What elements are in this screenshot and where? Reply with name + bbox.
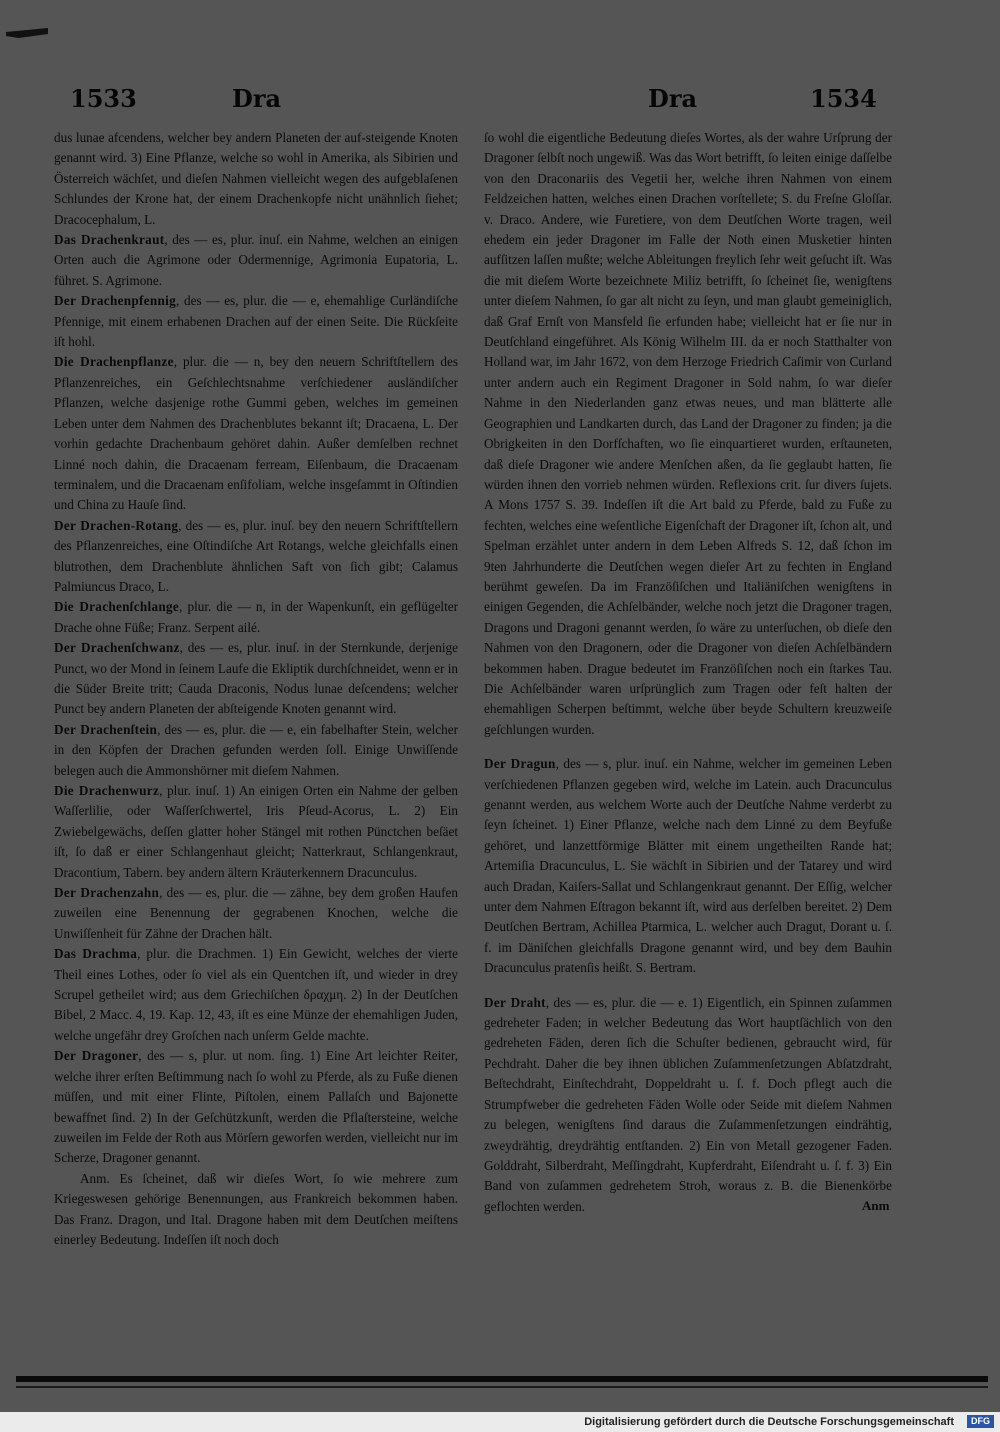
dictionary-entry: Die Drachenwurz, plur. inuſ. 1) An einigen Orten ein Nahme der gelben Waſſerlilie, oder Waſſerſchwertel, Iris Pſeud-Acorus, L. 2) Ein Zwiebelgewächs, deſſen glatter hoher Stängel mit rothen Pünctchen beſäet iſt, ſo daß er einer Schlangenhaut gleicht; Natterkraut, Schlangenkraut, Dracontium, Tabern. bey andern ältern Kräuterkennern Dracunculus. xyxy=(54,783,458,880)
bottom-rule-thin xyxy=(16,1386,988,1388)
page-number-right: 1534 xyxy=(810,84,877,113)
bottom-rule xyxy=(16,1376,988,1382)
dictionary-entry: dus lunae afcendens, welcher bey andern Planeten der auf-steigende Knoten genannt wird. 3) Eine Pflanze, welche so wohl in Amerika, als Sibirien und Österreich wächſet, und dieſen Nahmen vielleicht wegen des aufgeblaſenen Schlundes der Krone hat, der einem Drachenkopfe nicht unähnlich ſiehet; Dracocephalum, L. xyxy=(54,130,458,227)
dictionary-entry: ſo wohl die eigentliche Bedeutung dieſes Wortes, als der wahre Urſprung der Dragoner ſelbſt noch ungewiß. Was das Wort betrifft, ſo leiten einige daſſelbe von den Draconariis des Vegetii her, welche ihren Nahmen von einem Feldzeichen hatten, welches einen Drachen vorſtellete; S. du Freſne Gloſſar. v. Draco. Andere, wie Furetiere, von dem Deutſchen Worte tragen, weil ehedem ein jeder Dragoner im Falle der Noth einen Musketier hinten aufſitzen laſſen mußte; welche Ableitungen freylich ſehr weit geſucht iſt. Was die mit dieſem Worte bezeichnete Miliz betrifft, ſo ſcheinet ſie, wenigſtens unter dieſem Nahmen, ſo gar alt nicht zu ſeyn, und man glaubt gemeiniglich, daß Graf Ernſt von Mansfeld ſie erfunden habe; vielleicht hat er ſie nur in Deutſchland eingeführet. Als König Wilhelm III. da er noch Statthalter von Holland war, im Jahr 1672, von dem Herzoge Friedrich Caſimir von Curland unter andern auch ein Regiment Dragoner in Sold nahm, ſo war dieſer Nahme in den Niederlanden ganz etwas neues, und man blätterte alle Geographien und Landkarten durch, das Land der Dragoner zu finden; ja die Obrigkeiten in den Dorfſchaften, wo ſie einquartieret wurden, erſtauneten, daß dieſe Dragoner wie andere Menſchen aßen, da ſie geglaubt hatten, ſie würden ihnen den vorrieb nehmen würden. Reflexions crit. ſur divers ſujets. A Mons 1757 S. 39. Indeſſen iſt die Art bald zu Pferde, bald zu Fuße zu fechten, welches eine weſentliche Eigenſchaft der Dragoner iſt, ſchon alt, und Spelman erzählet unter andern in dem Leben Alfreds S. 12, daß ſchon im 9ten Jahrhunderte die Deutſchen wegen dieſer Art zu fechten in England berühmt geweſen. Da im Franzöſiſchen und Italiäniſchen wenigſtens in einigen Gegenden, die Achſelbänder, welche noch jetzt die Dragoner tragen, Dragons und Dragoni genannt werden, ſo wäre zu unterſuchen, ob dieſe den Nahmen von den Dragonern, oder die Dragoner von dieſen Achſelbändern bekommen haben. Drague bedeutet im Franzöſiſchen noch ein ſtarkes Tau. Die Achſelbänder waren urſprünglich zum Tragen oder feſt halten der ehemahligen Scherpen beſtimmt, welche über beyde Schultern kreuzweiſe geſchlungen wurden. xyxy=(484,130,892,737)
keyword-right: Dra xyxy=(648,84,698,113)
right-column xyxy=(484,128,892,1217)
dictionary-entry: Der Drachenpfennig, des — es, plur. die — e, ehemahlige Curländiſche Pfennige, mit einem erhabenen Drachen auf der einen Seite. Die Rückſeite iſt hohl. xyxy=(54,293,458,350)
left-column xyxy=(54,128,458,1250)
catchword: Anm xyxy=(862,1198,890,1213)
dictionary-entry: Die Drachenſchlange, plur. die — n, in der Wapenkunſt, ein geflügelter Drache ohne Füße; Franz. Serpent ailé. xyxy=(54,599,458,635)
dfg-logo-icon: DFG xyxy=(967,1415,994,1428)
dictionary-entry: Der Dragun, des — s, plur. inuſ. ein Nahme, welcher im gemeinen Leben verſchiedenen Pflanzen gegeben wird, welche im Latein. auch Dracunculus genannt werden, aus welchem Worte auch der Deutſche Nahme verderbt zu ſeyn ſcheinet. 1) Einer Pflanze, welche nach dem Linné zu dem Beyfuße gehöret, und lanzettförmige Blätter mit einem ungetheilten Rande hat; Artemiſia Dracunculus, L. Sie wächſt in Sibirien und der Tatarey und wird auch Dradan, Kaiſers-Sallat und Schlangenkraut genannt. Der Eſſig, welcher unter dem Nahmen Eſtragon bekannt iſt, wird aus derſelben bereitet. 2) Dem Deutſchen Bertram, Achillea Ptarmica, L. welcher auch Dragut, Dorant u. ſ. f. im Däniſchen gleichfalls Dragone genannt wird, und bey dem Bauhin Dracunculus pratenſis heißt. S. Bertram. xyxy=(484,756,892,976)
dictionary-entry: Das Drachenkraut, des — es, plur. inuſ. ein Nahme, welchen an einigen Orten auch die Agrimone oder Odermennige, Agrimonia Eupatoria, L. führet. S. Agrimone. xyxy=(54,232,459,288)
dictionary-entry: Das Drachma, plur. die Drachmen. 1) Ein Gewicht, welches der vierte Theil eines Lothes, oder ſo viel als ein Quentchen iſt, und wieder in drey Scrupel getheilet wird; aus dem Griechiſchen δραχμη. 2) In der Deutſchen Bibel, 2 Macc. 4, 19. Kap. 12, 43, iſt es eine Münze der ehemahligen Juden, welche ungefähr drey Groſchen nach unſerm Gelde machte. xyxy=(54,946,458,1043)
dictionary-entry: Der Dragoner, des — s, plur. ut nom. ſing. 1) Eine Art leichter Reiter, welche ihrer erſten Beſtimmung nach ſo wohl zu Pferde, als zu Fuße dienen müſſen, und mit einer Flinte, Piſtolen, einem Pallaſch und Bajonette bewaffnet ſind. 2) In der Geſchützkunſt, werden die Pflaſtersteine, welche zuweilen im Felde der Roth aus Mörſern geworfen werden, vielleicht nur im Scherze, Dragoner genannt. xyxy=(54,1048,458,1166)
digitization-footer xyxy=(0,1412,1000,1432)
keyword-left: Dra xyxy=(232,84,282,113)
page-number-left: 1533 xyxy=(70,84,137,113)
dictionary-entry: Der Drachenzahn, des — es, plur. die — zähne, bey dem großen Haufen zuweilen eine Benennung der gegrabenen Knochen, welche die Unwiſſenheit für Zähne der Drachen hält. xyxy=(54,885,458,941)
dictionary-entry: Die Drachenpflanze, plur. die — n, bey den neuern Schriftſtellern des Pflanzenreiches, ein Geſchlechtsnahme verſchiedener ausländiſcher Pflanzen, welche dasjenige rothe Gummi geben, welches im gemeinen Leben unter dem Nahmen des Drachenblutes bekannt iſt; Dracaena, L. Der vorhin gedachte Drachenbaum gehöret dahin. Außer demſelben rechnet Linné noch dahin, die Dracaenam ferream, Eiſenbaum, die Dracaenam terminalem, und die Dracaenam enſifoliam, welche insgeſammt in Oſtindien und China zu Hauſe ſind. xyxy=(54,354,459,513)
footer-credit: Digitalisierung gefördert durch die Deutsche Forschungsgemeinschaft xyxy=(584,1416,954,1428)
annotation-paragraph: Anm. Es ſcheinet, daß wir dieſes Wort, ſo wie mehrere zum Kriegeswesen gehörige Benennungen, aus Frankreich bekommen haben. Das Franz. Dragon, und Ital. Dragone haben mit dem Deutſchen meiſtens einerley Bedeutung. Indeſſen iſt noch doch xyxy=(54,1170,458,1247)
corner-mark-icon xyxy=(6,28,48,38)
dictionary-entry: Der Drachen-Rotang, des — es, plur. inuſ. bey den neuern Schriftſtellern des Pflanzenreiches, eine Oſtindiſche Art Rotangs, welche gleichfalls einen blutrothen, dem Drachenblute ähnlichen Saft von ſich gibt; Calamus Palmiuncus Draco, L. xyxy=(54,517,458,594)
dictionary-entry: Der Drachenſchwanz, des — es, plur. inuſ. in der Sternkunde, derjenige Punct, wo der Mond in ſeinem Laufe die Ekliptik durchſchneidet, wenn er in die Süder Breite tritt; Cauda Draconis, Nodus lunae deſcendens; welcher Punct bey andern Planeten der abſteigende Knoten genannt wird. xyxy=(54,640,458,717)
page-header xyxy=(0,84,1000,124)
dictionary-entry: Der Drachenſtein, des — es, plur. die — e, ein fabelhafter Stein, welcher in den Köpfen der Drachen gefunden werden ſoll. Einige Unwiſſende belegen auch die Ammonshörner mit dieſem Nahmen. xyxy=(54,721,459,778)
dictionary-entry: Der Draht, des — es, plur. die — e. 1) Eigentlich, ein Spinnen zuſammen gedreheter Faden; in welcher Bedeutung das Wort hauptſächlich von den gedreheten Fäden, deren ſich die Schuſter bedienen, gebraucht wird, für Pechdraht. Daher die bey ihnen üblichen Zuſammenſetzungen Abſatzdraht, Beſtechdraht, Einſtechdraht, Doppeldraht u. ſ. f. Doch pflegt auch die Strumpfweber die gedreheten Fäden Wolle oder Seide mit dieſem Nahmen zu belegen, wenigſtens ſind daraus die Zuſammenſetzungen eindrähtig, zweydrähtig, dreydrähtig entſtanden. 2) Ein von Metall gezogener Faden. Golddraht, Silberdraht, Meſſingdraht, Kupferdraht, Eiſendraht u. ſ. f. 3) Ein Band von zuſammen gedrehetem Stroh, woraus z. B. die Bienenkörbe geflochten werden. xyxy=(484,994,892,1214)
